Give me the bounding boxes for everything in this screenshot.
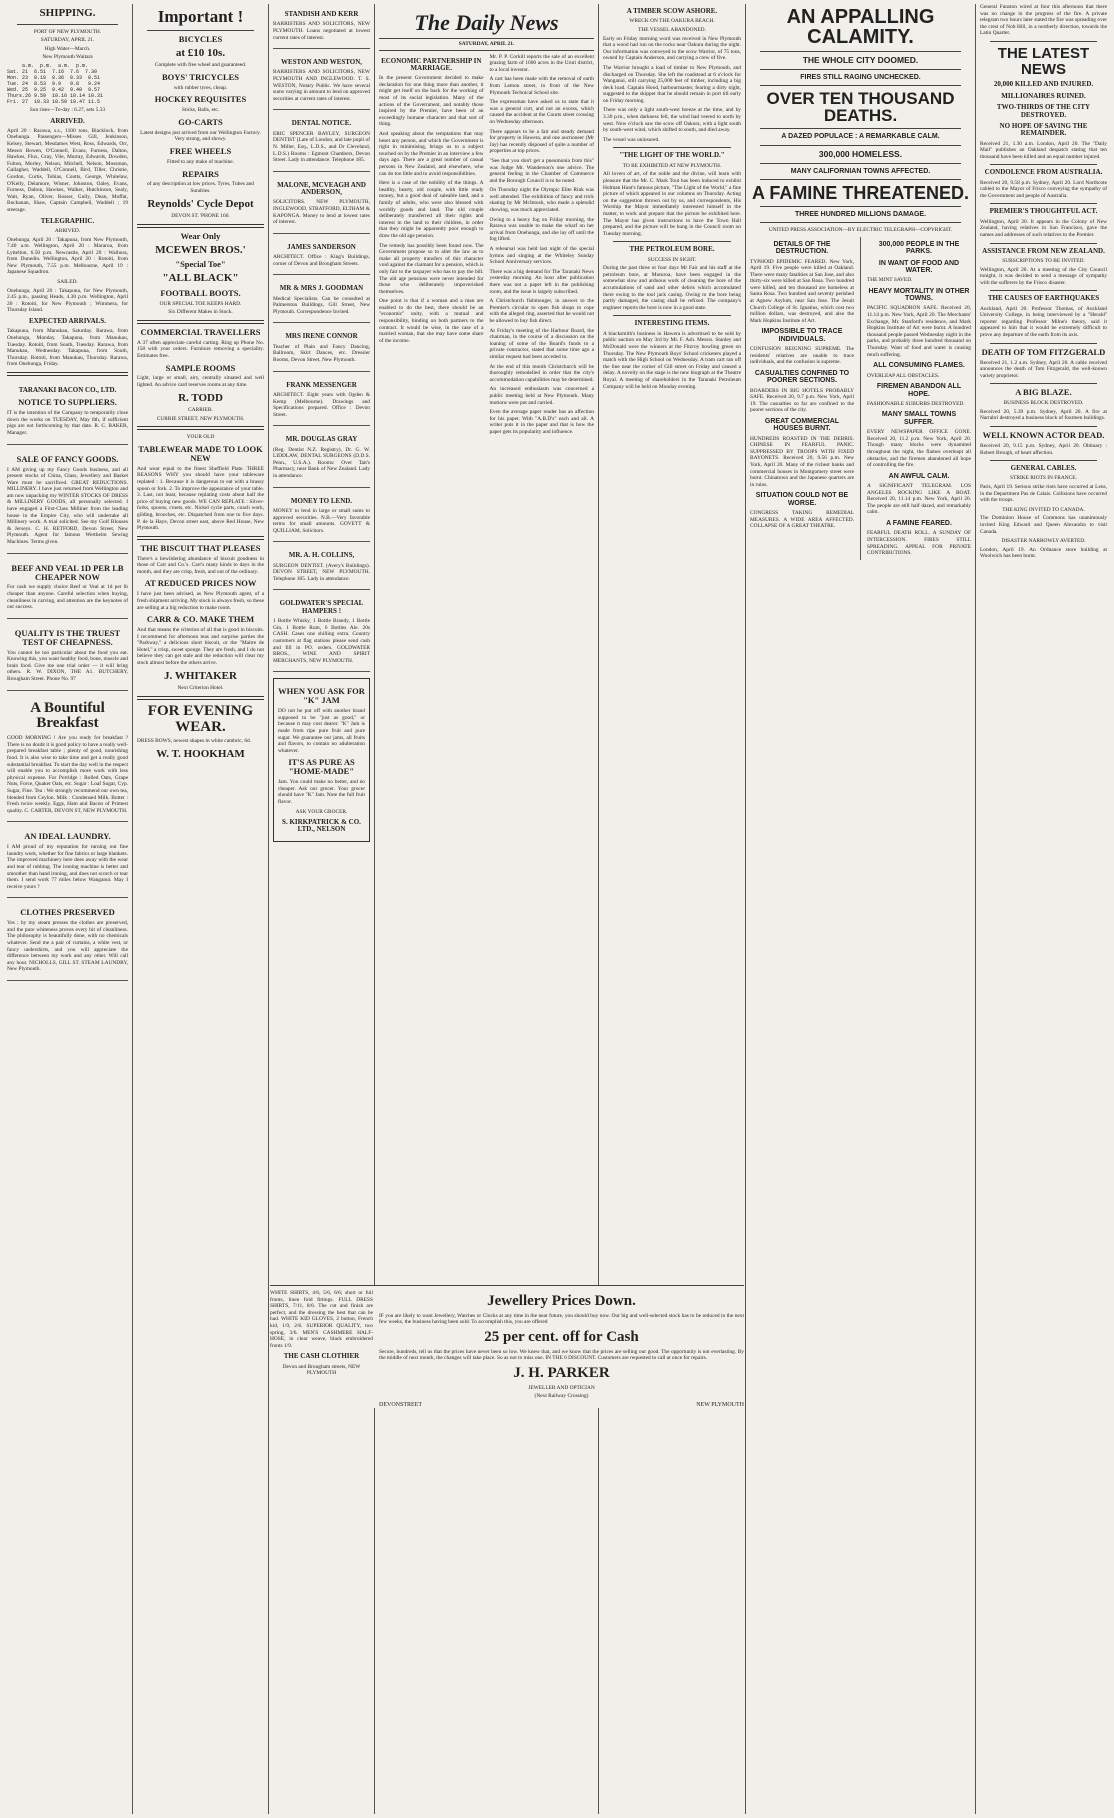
shipping-title: SHIPPING. bbox=[39, 7, 96, 19]
news-paragraph: The expressman have asked us to state that it was a general curt, and not an excess, which caused the accident at the Courts street crossing on Wednesday afternoon. bbox=[489, 99, 594, 125]
ad-heading: MONEY TO LEND. bbox=[290, 496, 353, 505]
ad-heading: GOLDWATER'S SPECIAL HAMPERS ! bbox=[279, 599, 364, 615]
bicycles-body: Complete with free wheel and guaranteed. bbox=[154, 62, 247, 69]
headline-homeless: 300,000 HOMELESS. bbox=[818, 148, 903, 159]
ad-heading: CLOTHES PRESERVED bbox=[20, 907, 115, 918]
news-paragraph: Mr. P. P. Corkill reports the sale of an excellent grazing farm of 1000 acres in the Uruti district, to a local investor. bbox=[489, 53, 594, 73]
shirts-body: WHITE SHIRTS, 4/6, 5/6, 6/6; short or full fronts, linen fold fittings. FULL DRESS SHIRTS, 7/11, 8/6. The cut and finish are perfect, and the dressing the best that can be had. WHITE KID GLOVES, 2 button, French kid, 1/9, 2/6. SUPERIOR QUALITY, two spring, 3/6. MEN'S CASHMERE HALF-HOSE, in clear weave, black embroidered fronts 1/9. bbox=[270, 1290, 373, 1349]
column-professional bbox=[270, 4, 373, 1814]
ad-body: IT is the intention of the Company to temporarily close down the works on TUESDAY, May 8th, if sufficient pigs are not forthcoming by that date. R. C. BAKER, Manager. bbox=[7, 410, 128, 436]
freewheels-body: Fitted to any make of machine. bbox=[166, 158, 235, 165]
cable-body: TYPHOID EPIDEMIC FEARED. New York, April 19. Five people were killed at Oakland. There were many fatalities at San Jose, and also thirty-six were killed at San Rosa. Two hundred were killed, and ten thousand are homeless at Santa Rosa. Two hundred and seventy perished at Agnew Asylum, near San Jose. The Jesuit Church College of St. Ignatius, which cost two million dollars, was destroyed, and also the Mark Hopkins Institute of Art. bbox=[750, 258, 855, 324]
wear-heading: Wear Only bbox=[180, 230, 221, 241]
cable-body: FEARFUL DEATH ROLL. A SUNDAY OF INTERCESSION. FIRES STILL SPREADING. APPEAL FOR PRIVATE CONTRIBUTIONS. bbox=[866, 530, 971, 557]
light-body: All lovers of art, of the noble and the divine, will learn with pleasure that the Mr. C. Mark Tout has been induced to exhibit Holman Hunt's famous picture, "The Light of the World," a fine picture of which appeared in our columns on Thursday. Acting on the suggestion thrown out by us, and correspondents, His Worship the Mayor immediately interested himself in the matter, to work and prepare that the picture be exhibited here. The Mayor has given instructions to have the Town Hall prepared, and the picture will be hung in the Council room on Tuesday morning. bbox=[603, 171, 741, 237]
editorial-paragraph: In the present Government decided to make declaration for one thing more than another, it might get itself on the back for the working of most of its social legislation. Many of the actions of the Government, and notably those inspired by the Premier, have been of an exceedingly humane character and that sort of thing. bbox=[379, 75, 484, 128]
mcewen-heading: MCEWEN BROS.' bbox=[155, 243, 246, 256]
discount-heading: 25 per cent. off for Cash bbox=[484, 1328, 639, 1345]
headline-towns: MANY CALIFORNIAN TOWNS AFFECTED. bbox=[790, 167, 931, 175]
ad-body: ERIC SPENCER BAYLEY, SURGEON DENTIST (Late of London, and late pupil of N. Miller, Esq., L.D.S., and Dr Cleveland, L.D.S.) Rooms : Egmont Chambers, Devon Street. Lady in attendance. Telephone 185. bbox=[273, 130, 370, 164]
important-heading: Important ! bbox=[157, 7, 244, 26]
calamity-left bbox=[750, 237, 854, 560]
professional-ad bbox=[273, 326, 370, 371]
tricycles-body: with rubber tyres, cheap. bbox=[173, 84, 228, 91]
masthead: The Daily News bbox=[414, 10, 559, 35]
assistance-body: Wellington, April 20. At a meeting of the City Council tonight, it was decided to send a message of sympathy with the sufferers by the Frisco disaster. bbox=[980, 266, 1107, 286]
ad-body: Teacher of Plain and Fancy Dancing, Ballroom, Skirt Dances, etc. Dressler Rooms, Devon Street, New Plymouth. bbox=[273, 343, 370, 363]
column-rule bbox=[745, 4, 746, 1814]
arrived-heading: ARRIVED. bbox=[50, 116, 85, 125]
cable-body: CONFUSION REIGNING SUPREME. The residents' relatives are unable to trace individuals, and the confusion is supreme. bbox=[750, 346, 855, 366]
whitaker-address: Next Criterion Hotel. bbox=[177, 685, 224, 692]
jam-ad bbox=[273, 678, 370, 842]
bore-sub: SUCCESS IN SIGHT. bbox=[647, 256, 697, 263]
editorial-paragraph: Here is a case of the nobility of the things. A healthy, hearty, old couple, with little ready money, but a good deal of saleable land, and a family of adults, who were also blessed with worldly goods and land. The old couple deliberately transferred all their rights and interest in the land to their children, in order that they might be apparently poor enough to draw the old age pension. bbox=[379, 180, 484, 239]
biscuit-body: There's a bewildering abundance of biscuit goodness in those of Carr and Co.'s. Carr's many kinds to days in the month, and they are crisp, fresh, and out of the ordinary. bbox=[137, 555, 264, 575]
ad-heading: SALE OF FANCY GOODS. bbox=[16, 453, 119, 464]
professional-ad bbox=[273, 429, 370, 487]
earthquakes-body: Auckland, April 20. Professor Thomas, of Auckland University College, in being interviewed by a "Herald" reporter regarding Professor Milne's theory, said it appeared to him that it would be extremely difficult to prove any departure of the earth from its axis. bbox=[980, 305, 1107, 338]
news-paragraph: A cart has been made with the removal of earth from Lemon street, in front of the New Plymouth Technical School site. bbox=[489, 76, 594, 96]
cable-body: A SIGNIFICANT TELEGRAM. LOS ANGELES ROCKING LIKE A BOAT. Received 20, 11.14 p.m. New York, April 20. The people are still half dazed, and remarkably calm. bbox=[866, 483, 971, 516]
parker-sub: JEWELLER AND OPTICIAN bbox=[528, 1384, 595, 1391]
evening-wear-body: DRESS BOWS, newest shapes in white cambric, 6d. bbox=[137, 738, 252, 745]
cable-heading: GREAT COMMERCIAL HOUSES BURNT. bbox=[764, 417, 840, 433]
killed-heading: 20,000 KILLED AND INJURED. bbox=[993, 80, 1094, 89]
kirkpatrick-name: S. KIRKPATRICK & CO. LTD., NELSON bbox=[282, 818, 361, 834]
arrived-text: April 20 : Rarawa, s.s., 1100 tons, Blacklock, from Onehunga. Passengers—Misses Gill, Jenkinson, Kelsey, Stewart, Mesdames West, Ross, Edwards, Orr, Messrs Bowen, O'Connell, Evans, Furness, Dalton, Hawkes, Flux, Gray, Vile, Murray, Edwards, Dowden, Fulton, Morley, Nelson, Mitchell, Nelson, Mossman, Gallagher, Waddell, O'Connell, Bird, Tiller, Christie, Gordon, Curtis, Tobias, Coutts, George, Whitelaw, O'Kelly, Delamore, Wisner, Johnston, Oaley, Evans, Furness, Dalton, Hawkes, Walker, Hutchinson, Sealy, Wait, Ryan, Oliver, Rosser, Gully, Dean, Moffat, Buchanan, Shaw, Captain Campbell, Waddell ; 19 steerage. bbox=[7, 127, 128, 213]
todd-address: CURRIE STREET, NEW PLYMOUTH. bbox=[156, 415, 245, 422]
column-rule bbox=[132, 4, 133, 1814]
ad-subheading: NOTICE TO SUPPLIERS. bbox=[18, 397, 117, 408]
scow-heading: A TIMBER SCOW ASHORE. bbox=[626, 7, 718, 15]
editorial-paragraph: One point is that if a woman and a man are enabled to do the best, there should be an "economic" unity, with a mutual and responsibility, binding on both partners to the contract. It would be wise, in the case of a married woman, that she may have some share of the income. bbox=[379, 298, 484, 344]
ad-heading: QUALITY IS THE TRUEST TEST OF CHEAPNESS. bbox=[14, 627, 121, 647]
ad-heading: AN IDEAL LAUNDRY. bbox=[24, 831, 111, 842]
ad-body: Medical Specialists. Can be consulted at Palmerston Buildings, Gill Street, New Plymouth. Correspondence Invited. bbox=[273, 295, 370, 315]
premier-body: Wellington, April 20. It appears in the Colony of New Zealand, having relatives in San Francisco, gave the names and addresses of such relatives to the Premier. bbox=[980, 218, 1107, 238]
parker-street: DEVONSTREET bbox=[379, 1401, 422, 1408]
column-cables bbox=[977, 4, 1110, 1814]
jewellery-body-2: Secure, hundreds, tell us that the prices have never been so low. We knew that, and we know that the prices are selling our good. The opportunity is not everlasting. By the middle of next month, the changes will take place. So as not to miss one. IN THE 6 DISCOUNT. Customers are requested to call at once for repairs. bbox=[379, 1348, 744, 1362]
port-heading: PORT OF NEW PLYMOUTH. bbox=[33, 28, 102, 35]
cable-body: OVERLEAP ALL OBSTACLES. bbox=[866, 372, 940, 379]
scow-paragraph: Early on Friday morning word was received in New Plymouth that a wood had run on the rocks near Oakura during the night. Our information was conveyed to the scow Warrior, of 75 tons, owned by Captain Anderson, and carrying a crew of five. bbox=[603, 35, 741, 62]
ad-body: BARRISTERS AND SOLICITORS, NEW PLYMOUTH AND INGLEWOOD. T. S. WESTON, Notary Public. We have several sums varying in amount to lend on approved securities at current rates of interest. bbox=[273, 69, 370, 102]
editorial-date: SATURDAY, APRIL 21. bbox=[458, 41, 515, 47]
ad-body: SURGEON DENTIST. (Avery's Buildings). DEVON STREET, NEW PLYMOUTH. Telephone 185. Lady in attendance. bbox=[273, 562, 370, 582]
headline-damage: THREE HUNDRED MILLIONS DAMAGE. bbox=[794, 210, 927, 218]
cable-body: PACIFIC SQUADRON SAFE. Received 20, 11.14 p.m. New York, April 20. The Merchants' Exchange, Mr. Stanford's residence, and Mark Hopkins Institute of Art were burnt. A hundred thousand people passed Wednesday night in the parks, and probably three hundred thousand on Thursday. Want of food and water is causing much suffering. bbox=[866, 305, 971, 358]
column-shipping bbox=[4, 4, 131, 1814]
condolence-heading: CONDOLENCE FROM AUSTRALIA. bbox=[984, 168, 1103, 177]
travellers-body: A 37 often appreciate careful carting. Ring up Phone No. 158 with your orders. Furniture removing a speciality. Estimates free. bbox=[137, 339, 264, 359]
ad-laundry bbox=[7, 825, 128, 898]
assistance-heading: ASSISTANCE FROM NEW ZEALAND. bbox=[982, 246, 1105, 255]
cable-heading: IN WANT OF FOOD AND WATER. bbox=[878, 259, 960, 274]
hockey-heading: HOCKEY REQUISITES bbox=[154, 94, 247, 105]
strike-body: Paris, April 19. Serious strike riots have occurred at Lens, in the Department Pas de Calais. Collisions have occurred with the troops. bbox=[980, 484, 1107, 504]
sailed-text: Onehunga, April 20 : Takapuna, for New Plymouth, 2.45 p.m., passing Heads, 4.30 p.m. Wellington, April 20 : Rotoiti, for New Plymouth ; Wimmera, for Thursday Island. bbox=[7, 287, 128, 314]
strike-heading: STRIKE RIOTS IN FRANCE. bbox=[1010, 475, 1077, 482]
news-paragraph: Owing to a heavy fog on Friday morning, the Rarawa was unable to make the wharf on her arrival from Onehunga, and she lay off until the fog lifted. bbox=[489, 216, 594, 243]
cycle-depot-name: Reynolds' Cycle Depot bbox=[147, 197, 254, 210]
premier-heading: PREMIER'S THOUGHTFUL ACT. bbox=[989, 207, 1098, 216]
ad-heading: MR. A. H. COLLINS, bbox=[288, 551, 355, 560]
cable-heading: ALL CONSUMING FLAMES. bbox=[873, 362, 965, 370]
reduced-body: I have just been advised, as New Plymouth agent, of a fresh shipment arriving. My stock is always fresh, so these are selling at a big reduction to make room. bbox=[137, 591, 264, 611]
ad-heading: WESTON AND WESTON, bbox=[280, 58, 363, 67]
news-paragraph: An increased enthusiasm was concerned a public meeting held at New Plymouth. Many motions were put and carried. bbox=[489, 386, 594, 406]
ad-body: Yes ; by my steam presses the clothes are preserved, and the pure whiteness proves every bit of cleanliness. The philosophy is beautifully done, with no chemicals whatever. Send me a pair of curtains, a white vest, or fancy undershirts, and you will appreciate the difference between my work and any other. Will call any hour. NICHOLLS, GILL ST. STEAM LAUNDRY, New Plymouth. bbox=[7, 920, 128, 973]
professional-ad bbox=[273, 375, 370, 427]
professional-ad bbox=[273, 52, 370, 110]
jewellery-heading: Jewellery Prices Down. bbox=[487, 1293, 636, 1309]
ad-fancy-goods bbox=[7, 448, 128, 554]
cable-body: CONGRESS TAKING REMEDIAL MEASURES. A WIDE AREA AFFECTED. COLLAPSE OF A GREAT THEATRE. bbox=[750, 510, 855, 530]
expected-heading: EXPECTED ARRIVALS. bbox=[29, 317, 106, 326]
fitzgerald-heading: DEATH OF TOM FITZGERALD bbox=[981, 346, 1106, 357]
ad-body: SOLICITORS. NEW PLYMOUTH, INGLEWOOD, STRATFORD, ELTHAM & KAPONGA. Money to lend at lowest rates of interest. bbox=[273, 199, 370, 226]
news-paragraph: A rehearsal was held last night of the special hymns and singing at the Whiteley Sunday School Anniversary services. bbox=[489, 246, 594, 266]
ad-body: MONEY to lend in large or small sums to approved securities. N.B.—Very favorable terms for small amounts. GOVETT & QUILLIAM, Solicitors. bbox=[273, 507, 370, 534]
parker-name: J. H. PARKER bbox=[513, 1364, 610, 1381]
cable-body: HUNDREDS ROASTED IN THE DEBRIS. CHINESE IN FEARFUL PANIC. SUPPRESSED BY TROOPS WITH FIXED BAYONETS. Received 20, 9.56 p.m. New York, April 20. Many of the richest banks and commercial houses in Montgomery street were burnt. Chinatown and the Japanese quarters are in ruins. bbox=[750, 435, 855, 488]
headline-dazed: A DAZED POPULACE : A REMARKABLE CALM. bbox=[781, 133, 940, 141]
hookham-name: W. T. HOOKHAM bbox=[156, 747, 245, 760]
cash-clothier-address: Devon and Brougham streets, NEW PLYMOUTH bbox=[282, 1363, 361, 1377]
news-paragraph: At Friday's meeting of the Harbour Board, the chairman, in the course of a discussion on the loaning of some of the Board's funds to a private contractor, stated that some time ago a similar request had been acceded to. bbox=[489, 327, 594, 360]
column-calamity bbox=[747, 4, 974, 1814]
professional-ad bbox=[273, 545, 370, 590]
ad-heading: MR & MRS J. GOODMAN bbox=[279, 284, 364, 293]
subscriptions-sub: SUBSCRIPTIONS TO BE INVITED. bbox=[1002, 257, 1085, 264]
column-rule bbox=[268, 4, 269, 1814]
expected-text: Takapuna, from Manukau, Saturday. Rarawa, from Onehunga, Monday. Takapuna, from Manukau, Tuesday. Rotoiti, from South, Tuesday. Rarawa, from Manukau, Wednesday. Takapuna, from South, Thursday. Rotoiti, from Manukau, Thursday. Rarawa, from Onehunga, Friday. bbox=[7, 328, 128, 368]
blaze-sub: BUSINESS BLOCK DESTROYED. bbox=[1003, 400, 1084, 407]
light-sub: TO BE EXHIBITED AT NEW PLYMOUTH. bbox=[622, 162, 722, 169]
items-body: A blacksmith's business in Hawera is advertised to be sold by public auction on May 3rd by Mr. F. Ash. Messrs. Stanley and McDonald were the winners at the Fitzroy bowling green on Thursday. The New Plymouth Boys' School cricketers played a match with the High School on Wednesday. A tram cart ran off the line near the corner of Gill street on Friday and caused a delay. A novelty on the stage is the new biograph at the Theatre Royal. A meeting of shareholders in the Taranaki Petroleum Company will be held on Monday evening. bbox=[603, 330, 741, 390]
carr-body: And that means the criterion of all that is good in biscuits. I recommend for afternoon teas and surprise parties the "Parkway," a delicious short biscuit, or the "Maitre de Hotel," a crisp, sweet sponge. They are fresh, and I do not believe they can get stale and the reduction will clear my stock almost before the others arrive. bbox=[137, 627, 264, 667]
ad-heading: STANDISH AND KERR bbox=[284, 10, 359, 18]
cable-body: EVERY NEWSPAPER OFFICE GONE. Received 20, 11.2 p.m. New York, April 20. Though many blocks were dynamited throughout the night, the flames overleapt all obstacles, and the firemen abandoned all hope of controlling the fire. bbox=[866, 429, 971, 469]
professional-ad bbox=[273, 593, 370, 672]
tide-header: New Plymouth Waitara bbox=[42, 54, 93, 61]
ad-breakfast bbox=[7, 694, 128, 823]
news-paragraph: On Thursday night the Olympic Elite Rink was well attended. The exhibition of fancy and trick skating by Mr McIntosh, who made a splendid showing, was much appreciated. bbox=[489, 187, 594, 214]
ad-heading: JAMES SANDERSON bbox=[287, 242, 356, 251]
cable-body: BOARDERS IN BIG HOTELS PROBABLY SAFE. Received 20, 9.7 p.m. New York, April 19. The casualties so far are confined to the poorer sections of the city. bbox=[750, 387, 855, 414]
latest-news-heading: THE LATEST NEWS bbox=[997, 44, 1090, 78]
evening-wear-heading: FOR EVENING WEAR. bbox=[147, 702, 254, 735]
jam-body: DO not be put off with another brand supposed to be "just as good," or because it may cost dearer. "K" Jam is made from ripe pure fruit and pure sugar. We guarantee our jams, all fruits and flavors, to contain no adulteration whatever. bbox=[278, 708, 365, 754]
cable-heading: CASUALTIES CONFINED TO POORER SECTIONS. bbox=[754, 369, 850, 385]
ad-heading: FRANK MESSENGER bbox=[286, 380, 357, 389]
twothirds-heading: TWO-THIRDS OF THE CITY DESTROYED. bbox=[996, 103, 1091, 119]
column-rule bbox=[975, 4, 976, 1814]
telegraphic-heading: TELEGRAPHIC. bbox=[40, 216, 95, 225]
fitzgerald-body: Received 21, 1.2 a.m. Sydney, April 20. A cable received announces the death of Tom Fitzgerald, the well-known variety proprietor. bbox=[980, 359, 1107, 379]
ad-clothes bbox=[7, 901, 128, 981]
editorial-heading: ECONOMIC PARTNERSHIP IN MARRIAGE. bbox=[381, 56, 482, 72]
sailed-heading: SAILED. bbox=[57, 279, 78, 286]
all-black: "ALL BLACK" bbox=[162, 272, 239, 285]
column-editorial bbox=[376, 4, 597, 1814]
ad-body: ARCHITECT. Office : King's Buildings, corner of Devon and Brougham Streets. bbox=[273, 254, 370, 267]
arrived2-text: Onehunga, April 20 : Takapuna, from New Plymouth, 7.40 a.m. Wellington, April 20 : Mararoa, from Lyttelton, 6.50 p.m. Newcastle, April 20 : Waihora, from Dunedin. Wellington, April 20 : Rotoiti, from New Plymouth, 7.55 p.m. Melbourne, April 19 : Japanese Squadron. bbox=[7, 236, 128, 276]
pure-heading: IT'S AS PURE AS "HOME-MADE" bbox=[288, 757, 355, 777]
cable-heading: SITUATION COULD NOT BE WORSE. bbox=[755, 492, 849, 507]
reduced-heading: AT REDUCED PRICES NOW bbox=[144, 578, 257, 589]
headline-deaths: OVER TEN THOUSAND DEATHS. bbox=[766, 89, 955, 126]
professional-ad bbox=[273, 4, 370, 49]
jewellery-body: IF you are likely to want Jewellery, Watches or Clocks at any time in the near future, you should buy now. Our big and well-selected stock has to be reduced in the next few weeks, the business having been sold. To accomplish this, you are offered bbox=[379, 1312, 744, 1326]
bicycles-price: at £10 10s. bbox=[175, 46, 226, 59]
editorial-column bbox=[379, 54, 484, 439]
bottom-ads bbox=[270, 1285, 744, 1408]
professional-ad bbox=[273, 237, 370, 276]
repairs-heading: REPAIRS bbox=[182, 168, 219, 179]
latest-body: Received 21, 1.30 a.m. London, April 20. The "Daily Mail" publishes an Oakland despatch stating that ten thousand have been killed and an equal number injured. bbox=[980, 140, 1107, 160]
scow-paragraph: The vessel was uninsured. bbox=[603, 136, 660, 143]
hockey-body: Sticks, Balls, etc. bbox=[181, 107, 220, 114]
repairs-body: of any description at low prices. Tyres, Tubes and Sundries. bbox=[146, 181, 255, 195]
tricycles-heading: BOYS' TRICYCLES bbox=[161, 71, 240, 82]
news-paragraph: There appears to be a fair and steady demand for property in Hawera, and one auctioneer (Mr Jay) has recently disposed of quite a number of properties at top prices. bbox=[489, 128, 594, 155]
professional-ad bbox=[273, 491, 370, 543]
gocarts-heading: GO-CARTS bbox=[178, 116, 223, 127]
headline-doomed: THE WHOLE CITY DOOMED. bbox=[802, 55, 919, 65]
sun-times: Sun rises—To-day : 6.27, sets 5.33 bbox=[29, 106, 106, 113]
cables-heading: GENERAL CABLES. bbox=[1010, 464, 1077, 473]
tableware-intro: YOUR OLD bbox=[186, 434, 215, 441]
news-paragraph: A Christchurch fishmonger, in answer to the Premier's circular to open fish shops to cope with the alleged ring, asserted that he would not be allowed to buy fish direct. bbox=[489, 298, 594, 324]
items-heading: INTERESTING ITEMS. bbox=[634, 319, 710, 328]
bore-heading: THE PETROLEUM BORE. bbox=[629, 245, 715, 254]
shipping-date: SATURDAY, APRIL 21. bbox=[40, 37, 95, 44]
whitaker-name: J. WHITAKER bbox=[164, 669, 237, 682]
arrived2-heading: ARRIVED. bbox=[54, 227, 81, 234]
ad-heading: MR. DOUGLAS GRAY bbox=[285, 435, 358, 444]
cycle-depot-address: DEVON ST. 'PHONE 160. bbox=[171, 213, 230, 220]
actor-body: Received 20, 9.15 p.m. Sydney, April 20. Obituary : Robert Brough, of heart affection. bbox=[980, 442, 1107, 456]
ad-body: BARRISTERS AND SOLICITORS, NEW PLYMOUTH. Loans negotiated at lowest current rates of interest. bbox=[273, 21, 370, 41]
samples-heading: SAMPLE ROOMS bbox=[165, 362, 236, 373]
headline-calamity: AN APPALLING CALAMITY. bbox=[786, 6, 935, 48]
ad-quality bbox=[7, 622, 128, 691]
ad-heading: MRS IRENE CONNOR bbox=[285, 332, 358, 341]
jam-heading: WHEN YOU ASK FOR "K" JAM bbox=[278, 686, 365, 706]
ad-body: For cash we supply choice Beef or Veal at 1d per lb cheaper than anyone. Careful selection when buying, cleanliness in carving, and attention are the keynotes of our success. bbox=[7, 584, 128, 611]
gocarts-body: Latest designs just arrived from our Wellington Factory. Very strong, and showy. bbox=[140, 129, 261, 143]
tableware-heading: TABLEWEAR MADE TO LOOK NEW bbox=[138, 444, 263, 463]
ad-body: (Reg. Dentist N.Z. Registry), Dr. G. W. LIDDLAW, DENTAL SURGEONS (D.D.S. Penn., U.S.A.). Rooms: Over Tait's Pharmacy, near Bank of New Zealand. Lady in attendance. bbox=[273, 446, 370, 480]
ad-heading: TARANAKI BACON CO., LTD. bbox=[18, 385, 117, 394]
press-association: UNITED PRESS ASSOCIATION—BY ELECTRIC TELEGRAPH—COPYRIGHT. bbox=[768, 227, 953, 234]
cable-heading: MANY SMALL TOWNS SUFFER. bbox=[881, 411, 957, 426]
news-paragraph: At the end of this month Christchurch will be thoroughly remodelled in order that the city's accommodation capabilities may be determined. bbox=[489, 363, 594, 383]
todd-name: R. TODD bbox=[178, 391, 223, 404]
professional-ad bbox=[273, 175, 370, 234]
travellers-heading: COMMERCIAL TRAVELLERS bbox=[140, 326, 261, 337]
samples-body: Light, large or small, airy, centrally situated and well lighted. An advice card reserves rooms at any time. bbox=[137, 375, 264, 389]
news-paragraph: "See that you don't get a pneumonia from this" was Judge Mr. Wanderson's one advice. The general feeling in the Chamber of Commerce and the Borough Council is to be noted. bbox=[489, 157, 594, 184]
headline-fires: FIRES STILL RAGING UNCHECKED. bbox=[800, 73, 921, 81]
ad-body: ARCHITECT. Eight years with Ogden & Kemp (Melbourne). Drawings and Specifications prepared. Office : Devon Street. bbox=[273, 391, 370, 418]
ad-body: I AM giving up my Fancy Goods business, and all present stocks of China, Glass, Jewellery and Basket Ware must be sacrificed. GREAT REDUCTIONS. MILLINERY. I have just returned from Wellington and am now unpacking my WINTER STOCKS OF DRESS & MILLINERY GOODS, all personally selected. I have engaged a First-Class Milliner from the leading house in the Empire City, who will undertake all Millinery work. A trial solicited. See my Golf Blouses & Jerseys. C. H. RETFORD, Devon Street, New Plymouth. Agent for famous Wertheim Sewing Machines. Terms given. bbox=[7, 466, 128, 546]
cable-heading: FIREMEN ABANDON ALL HOPE. bbox=[876, 383, 962, 398]
high-water: High Water—March. bbox=[44, 45, 91, 52]
ad-body: 1 Bottle Whisky, 1 Bottle Brandy, 1 Bottle Gin, 1 Bottle Rum, 6 Bottles Ale. 20s CASH. Cases one shilling extra. Country customers at flag stations please send cash and fill in PO. orders. GOLDWATER BROS., WINE AND SPIRIT MERCHANTS, NEW PLYMOUTH. bbox=[273, 618, 370, 664]
ad-body: GOOD MORNING ! Are you ready for breakfast ? There is no doubt it is good policy to have a really well-prepared breakfast table ; plenty of good, nourishing food. It is also wise to take time and get a really good substantial breakfast. To start the day well in the respect will enable you to accomplish more work with less physical expense. For Porridge : Rolled Oats, Grape Nuts, Force, Quaker Oats, etc. Sugar : Loaf Sugar, Cyp. Sugar, Fine. Tea : We strongly recommend our own tea, blended from Ceylon. Milk : Condensed Milk. Butter : Fresh twice weekly. Eggs, Ham and Bacon of Primest quality. C. CARTER, DEVON ST, NEW PLYMOUTH. bbox=[7, 735, 128, 814]
professional-ad bbox=[273, 113, 370, 171]
football-boots: FOOTBALL BOOTS. bbox=[160, 287, 241, 298]
cable-heading: AN AWFUL CALM. bbox=[888, 472, 950, 480]
column-rule bbox=[374, 4, 375, 1814]
ad-heading: DENTAL NOTICE. bbox=[291, 119, 352, 128]
bicycles-heading: BICYCLES bbox=[178, 33, 223, 44]
pure-body: Jam. You could make no better, and no cheaper. Ask our grocer. Your grocer should have "K" Jam. Note the full fruit flavor. bbox=[278, 779, 365, 805]
parker-town: NEW PLYMOUTH bbox=[696, 1401, 744, 1408]
biscuit-heading: THE BISCUIT THAT PLEASES bbox=[140, 542, 261, 553]
scow-paragraph: The Warrior brought a load of timber to New Plymouth, and discharged on Thursday. She left the roadstead at 6 o'clock for Wanganui, still carrying 25,000 feet of timber, including a big deck load. Captain Hood, harbourmaster, fearing a dirty night, suggested to the skipper that he should remain in port till early on Friday morning. bbox=[603, 64, 741, 104]
scow-sub1: WRECK ON THE OAKURA BEACH. bbox=[629, 18, 715, 25]
disaster-heading: DISASTER NARROWLY AVERTED. bbox=[1001, 538, 1086, 545]
earthquakes-heading: THE CAUSES OF EARTHQUAKES bbox=[987, 294, 1100, 303]
scow-sub2: THE VESSEL ABANDONED. bbox=[638, 26, 706, 33]
blaze-heading: A BIG BLAZE. bbox=[1015, 387, 1072, 398]
blaze-body: Received 20, 5.39 p.m. Sydney, April 20. A fire at Narrabri destroyed a business block of fourteen buildings. bbox=[980, 408, 1107, 422]
editorial-paragraph: And speaking about the temptations that may beset any person, and which the Government is right in minimising, brings us to a subject touched on by the Premier in an interview a few days ago. There are a great number of casual persons in New Zealand, and elsewhere, who can do too little and to avoid responsibilities. bbox=[379, 131, 484, 177]
todd-sub: CARRIER. bbox=[188, 407, 213, 414]
cables-top: General Funston wired at four this afternoon that there was no change in the progress of the fire. A private telegram two hours later stated the fire was spreading over the crest of Nob Hill, in a northerly direction, towards the Latin Quarter. bbox=[980, 4, 1107, 37]
special-toe: "Special Toe" bbox=[175, 259, 226, 270]
actor-heading: WELL KNOWN ACTOR DEAD. bbox=[982, 430, 1105, 440]
king-body: The Dominion House of Commons has unanimously invited King Edward and Queen Alexandra to visit Canada. bbox=[980, 515, 1107, 535]
cable-heading: 300,000 PEOPLE IN THE PARKS. bbox=[878, 240, 960, 256]
cash-clothier: THE CASH CLOTHIER bbox=[283, 1352, 360, 1361]
column-rule bbox=[598, 4, 599, 1814]
local-news-column bbox=[490, 54, 595, 439]
cable-body: FASHIONABLE SUBURBS DESTROYED. bbox=[866, 400, 965, 407]
bore-body: During the past three or four days Mr Fair and his staff at the petroleum bore, at Moturoa, have been engaged in the somewhat slow and arduous work of cleaning the bore of the accumulations of sand and other debris which accumulated there owing to the tool jack casing. Owing to the bore being partly damaged, the casing shall be refixed. The company's engineer reports the bore is now in a good state. bbox=[603, 265, 741, 311]
cable-heading: A FAMINE FEARED. bbox=[886, 520, 952, 527]
parker-ad bbox=[379, 1290, 744, 1408]
scow-paragraph: There was only a light south-west breeze at the time, and by 3.30 p.m., when darkness fell, the wind had veered to north by west. Now o'clock saw the scow off Oakura, with a light south by south-west wind, which shifted to south, and died away. bbox=[603, 107, 741, 134]
condolence-body: Received 20, 9.58 p.m. Sydney, April 20. Lord Northcote cabled to the Mayor of Frisco conveying the sympathy of the Government and people of Australia. bbox=[980, 179, 1107, 199]
cable-heading: DETAILS OF THE DESTRUCTION. bbox=[773, 240, 831, 256]
millionaires-heading: MILLIONAIRES RUINED. bbox=[1001, 91, 1086, 100]
ad-body: You cannot be too particular about the food you eat. Knowing this, you want healthy food, bone, muscle and brain food. Give me one trial order — it will bring others. R. W. DIXON, THE A1. BUTCHERY, Brougham Street. Phone No. 97 bbox=[7, 649, 128, 683]
cable-body: THE MINT SAVED. bbox=[866, 277, 913, 284]
cable-heading: HEAVY MORTALITY IN OTHER TOWNS. bbox=[868, 287, 970, 303]
news-paragraph: Even the average paper reader has an affection for his paper. With "A.B.D's" each and all. A writer puts it in the paper and that is how the paper gets its popularity and influence. bbox=[489, 409, 594, 435]
king-heading: THE KING INVITED TO CANADA. bbox=[1002, 506, 1085, 513]
calamity-right bbox=[867, 237, 971, 560]
tide-table: a.m. p.m. a.m. p.m. Sat. 21 6.51 7.16 7.6 7.30 Mon. 23 8.18 8.36 8.33 8.51 Tue. 24 8.53 9.9 9.8 9.24 Wed. 25 9.25 9.42 9.40 9.57 Thurs.26 9.59 10.16 10.14 10.31 Fri. 27 10.33 10.50 10.47 11.5 bbox=[7, 62, 104, 105]
column-local bbox=[600, 4, 744, 1814]
ad-bacon bbox=[7, 380, 128, 445]
shirts-ad bbox=[270, 1290, 373, 1408]
column-ads-2 bbox=[134, 4, 267, 1814]
ad-heading: MALONE, MCVEAGH AND ANDERSON, bbox=[277, 180, 366, 197]
ad-heading: BEEF AND VEAL 1D PER LB CHEAPER NOW bbox=[11, 562, 124, 582]
parker-address: (Next Railway Crossing) bbox=[534, 1393, 589, 1400]
ask-grocer: ASK YOUR GROCER. bbox=[295, 808, 348, 815]
ad-beef bbox=[7, 557, 128, 619]
carr-heading: CARR & CO. MAKE THEM bbox=[146, 614, 255, 625]
nohope-heading: NO HOPE OF SAVING THE REMAINDER. bbox=[999, 121, 1088, 138]
makes-note: Six Different Makes in Stock. bbox=[168, 309, 233, 316]
ad-body: I AM proud of my reputation for turning out fine laundry work, whether for fine fabrics or large blankets. The improved machinery here does away with the wear and tear of rubbing. The ironing machine is better and smoother than hand ironing, and does not scorch or tear them. I send work 77 miles below Wanganui. May I receive yours ? bbox=[7, 844, 128, 890]
news-paragraph: There was a big demand for The Taranaki News yesterday morning. An hour after publication there was not a paper left in the publishing room, and the issue is largely subscribed. bbox=[489, 268, 594, 295]
freewheels-heading: FREE WHEELS bbox=[169, 146, 232, 157]
disaster-body: London, April 19. An Ordnance store building at Woolwich has been burnt. bbox=[980, 546, 1107, 560]
professional-ad bbox=[273, 278, 370, 323]
cable-heading: IMPOSSIBLE TO TRACE INDIVIDUALS. bbox=[761, 328, 843, 343]
editorial-paragraph: The remedy has possibly been found now. The Government propose so to alter the law as to make all property transfers of this character void against the claimant for a pension, which is only fair to the taxpayer who has to pay the bill. The old age pensions were never intended for those who deliberately impoverished themselves. bbox=[379, 242, 484, 295]
tableware-body: And wear equal to the finest Sheffield Plate. THREE REASONS WHY you should have your tableware replated : 1. Because it is dangerous to eat with a brassy spoon or fork. 2. To improve the appearance of your table. 3. Last, not least, because replating costs about half the price of buying new goods. WE CAN REPLATE : Silver-forks, spoons, cruets, etc. Nickel cycle parts, coach work, gilding, brooches, etc. Dispatched from one to five days. P. de la Haye, Devon street east, above Red House, New Plymouth. bbox=[137, 465, 264, 532]
light-heading: "THE LIGHT OF THE WORLD." bbox=[619, 151, 725, 160]
ad-heading: A Bountiful Breakfast bbox=[30, 699, 105, 732]
toe-note: OUR SPECIAL TOE KEEPS HARD. bbox=[159, 300, 242, 307]
headline-famine: A FAMINE THREATENED. bbox=[751, 182, 969, 203]
